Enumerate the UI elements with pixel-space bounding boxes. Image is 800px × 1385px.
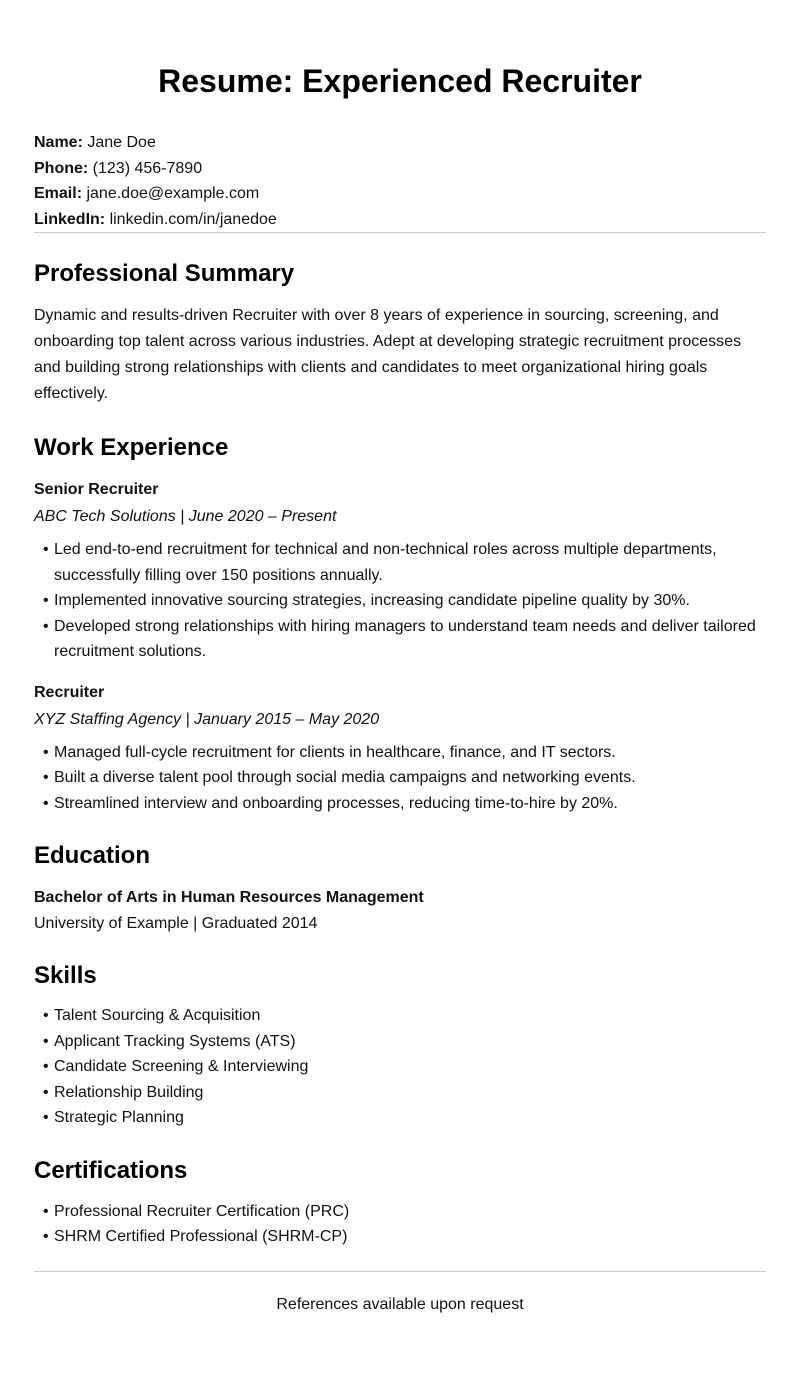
list-item: • Implemented innovative sourcing strategies, increasing candidate pipeline quality by 30%. — [34, 588, 766, 614]
job-entry — [34, 480, 766, 665]
job-title: Recruiter — [34, 683, 105, 701]
job-meta: XYZ Staffing Agency | January 2015 – May 2020 — [34, 710, 380, 728]
page-title: Resume: Experienced Recruiter — [158, 63, 642, 99]
skills-section — [34, 961, 766, 1131]
phone-value: (123) 456-7890 — [92, 159, 203, 177]
name-value: Jane Doe — [87, 134, 156, 151]
header-divider — [34, 232, 766, 233]
contact-info — [34, 130, 766, 232]
certifications-list — [34, 1199, 766, 1250]
contact-name-row — [34, 130, 766, 156]
phone-label: Phone: — [34, 159, 89, 177]
list-item: • Strategic Planning — [34, 1105, 766, 1131]
summary-section — [34, 259, 766, 407]
job-title: Senior Recruiter — [34, 481, 159, 498]
list-item: • Built a diverse talent pool through social media campaigns and networking events. — [34, 765, 766, 791]
job-bullets — [34, 740, 766, 817]
summary-text: Dynamic and results-driven Recruiter with over 8 years of experience in sourcing, screening, and onboarding top talent across various industries. Adept at developing strategic recruitment processes and building strong relationships with clients and candidates to meet organizational hiring goals effectively. — [34, 307, 742, 402]
footer-divider — [34, 1271, 766, 1272]
certifications-section — [34, 1156, 766, 1250]
list-item: • Relationship Building — [34, 1080, 766, 1106]
linkedin-label: LinkedIn: — [34, 210, 106, 228]
job-bullets — [34, 537, 766, 665]
list-item: • Professional Recruiter Certification (PRC) — [34, 1199, 766, 1225]
contact-linkedin-row — [34, 207, 766, 233]
list-item: • Streamlined interview and onboarding processes, reducing time-to-hire by 20%. — [34, 791, 766, 817]
job-meta: ABC Tech Solutions | June 2020 – Present — [34, 508, 337, 525]
email-value: jane.doe@example.com — [86, 185, 260, 202]
list-item: • Developed strong relationships with hiring managers to understand team needs and deliver tailored recruitment solutions. — [34, 614, 766, 665]
certifications-heading: Certifications — [34, 1156, 188, 1184]
education-degree: Bachelor of Arts in Human Resources Management — [34, 889, 424, 906]
education-school: University of Example | Graduated 2014 — [34, 915, 318, 932]
list-item: • Candidate Screening & Interviewing — [34, 1054, 766, 1080]
list-item: • SHRM Certified Professional (SHRM-CP) — [34, 1224, 766, 1250]
name-label: Name: — [34, 134, 83, 151]
email-label: Email: — [34, 185, 83, 202]
list-item: • Led end-to-end recruitment for technical and non-technical roles across multiple departments, successfully filling over 150 positions annually. — [34, 537, 766, 588]
list-item: • Talent Sourcing & Acquisition — [34, 1003, 766, 1029]
summary-heading: Professional Summary — [34, 260, 295, 287]
footer-note: References available upon request — [276, 1295, 524, 1313]
job-entry — [34, 683, 766, 817]
experience-section — [34, 433, 766, 816]
list-item: • Applicant Tracking Systems (ATS) — [34, 1029, 766, 1055]
contact-email-row — [34, 181, 766, 207]
skills-list — [34, 1003, 766, 1131]
education-heading: Education — [34, 842, 151, 869]
list-item: • Managed full-cycle recruitment for clients in healthcare, finance, and IT sectors. — [34, 740, 766, 766]
linkedin-value: linkedin.com/in/janedoe — [109, 210, 277, 228]
skills-heading: Skills — [34, 962, 97, 989]
experience-heading: Work Experience — [34, 434, 229, 461]
contact-phone-row — [34, 156, 766, 182]
education-section — [34, 841, 766, 934]
